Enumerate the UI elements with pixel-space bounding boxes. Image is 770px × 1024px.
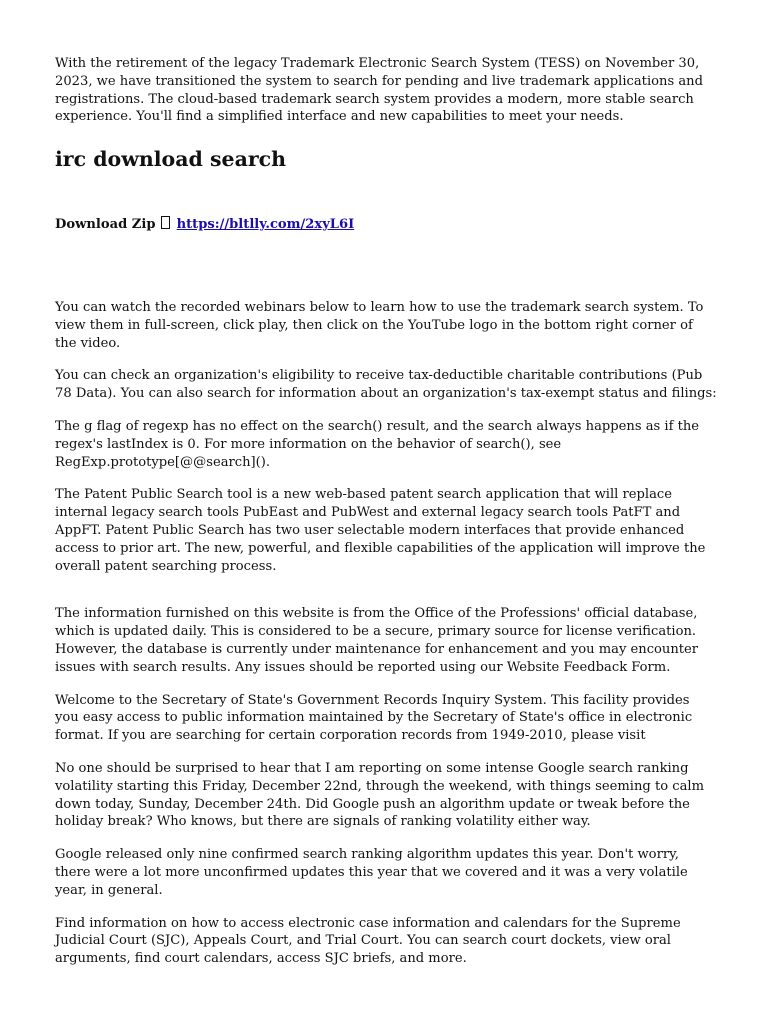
document-page xyxy=(55,55,717,983)
download-link[interactable]: https://bltlly.com/2xyL6I xyxy=(176,217,355,233)
intro-paragraph: With the retirement of the legacy Trademark Electronic Search System (TESS) on November 30, 2023, we have transitioned the system to search for pending and live trademark applications and registrations. The cloud-based trademark search system provides a modern, more stable search experience. You'll find a simplified interface and new capabilities to meet your needs. xyxy=(55,56,703,125)
page-title: irc download search xyxy=(55,147,287,172)
paragraph-secretary-of-state: Welcome to the Secretary of State's Government Records Inquiry System. This facility provides you easy access to public information maintained by the Secretary of State's office in electronic format. If you are searching for certain corporation records from 1949-2010, please visit xyxy=(55,692,693,744)
paragraph-google-volatility: No one should be surprised to hear that I am reporting on some intense Google search ranking volatility starting this Friday, December 22nd, through the weekend, with things seeming to calm down today, Sunday, December 24th. Did Google push an algorithm update or tweak before the holiday break? Who knows, but there are signals of ranking volatility either way. xyxy=(55,760,705,830)
missing-glyph-icon xyxy=(161,216,170,229)
download-line xyxy=(55,216,717,234)
paragraph-webinars: You can watch the recorded webinars below to learn how to use the trademark search system. To view them in full-screen, click play, then click on the YouTube logo in the bottom right corner of the video. xyxy=(55,299,704,351)
paragraph-court-info: Find information on how to access electronic case information and calendars for the Supreme Judicial Court (SJC), Appeals Court, and Trial Court. You can search court dockets, view oral arguments, find court calendars, access SJC briefs, and more. xyxy=(55,915,681,967)
paragraph-regexp: The g flag of regexp has no effect on the search() result, and the search always happens as if the regex's lastIndex is 0. For more information on the behavior of search(), see RegExp.prototype[@@search](). xyxy=(55,418,700,470)
paragraph-professions: The information furnished on this website is from the Office of the Professions' official database, which is updated daily. This is considered to be a secure, primary source for license verification. However, the database is currently under maintenance for enhancement and you may encounter issues with search results. Any issues should be reported using our Website Feedback Form. xyxy=(55,606,699,675)
download-label: Download Zip xyxy=(55,217,156,233)
paragraph-google-updates: Google released only nine confirmed search ranking algorithm updates this year. Don't worry, there were a lot more unconfirmed updates this year that we covered and it was a very volatile year, in general. xyxy=(55,847,688,898)
paragraph-patent-search: The Patent Public Search tool is a new web-based patent search application that will replace internal legacy search tools PubEast and PubWest and external legacy search tools PatFT and AppFT. Patent Public Search has two user selectable modern interfaces that provide enhanced access to prior art. The new, powerful, and flexible capabilities of the application will improve the overall patent searching process. xyxy=(55,487,706,574)
paragraph-eligibility: You can check an organization's eligibility to receive tax-deductible charitable contributions (Pub 78 Data). You can also search for information about an organization's tax-exempt status and filings: xyxy=(55,368,717,402)
